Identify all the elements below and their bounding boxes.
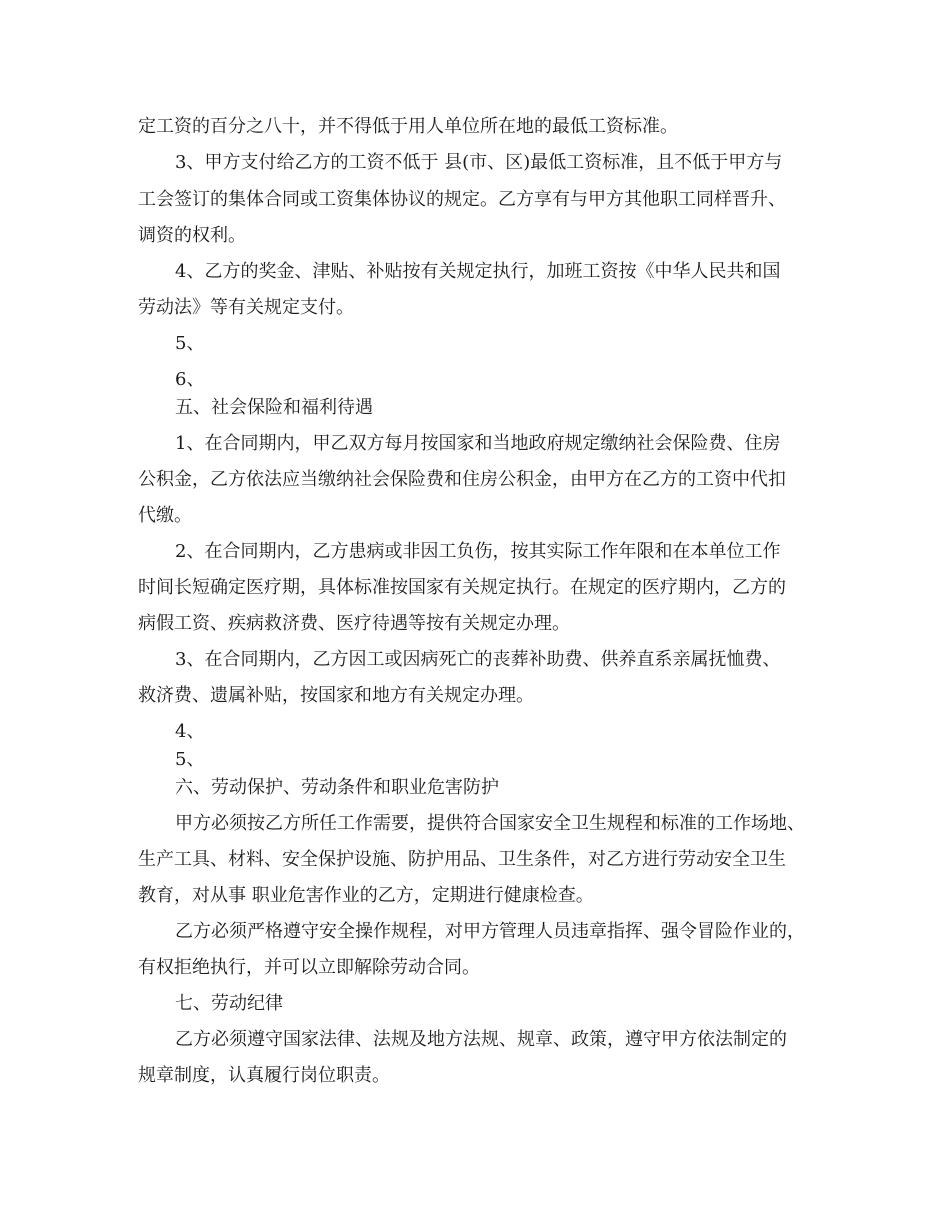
paragraph-line: 公积金，乙方依法应当缴纳社会保险费和住房公积金，由甲方在乙方的工资中代扣	[138, 469, 786, 490]
section-heading: 七、劳动纪律	[175, 993, 283, 1014]
paragraph-line: 3、甲方支付给乙方的工资不低于 县(市、区)最低工资标准，且不低于甲方与	[175, 152, 783, 173]
paragraph-line: 有权拒绝执行，并可以立即解除劳动合同。	[138, 957, 480, 978]
list-item-number: 4、	[175, 721, 205, 742]
paragraph-line: 2、在合同期内，乙方患病或非因工负伤，按其实际工作年限和在本单位工作	[175, 541, 781, 562]
paragraph-line: 1、在合同期内，甲乙双方每月按国家和当地政府规定缴纳社会保险费、住房	[175, 433, 781, 454]
section-heading: 六、劳动保护、劳动条件和职业危害防护	[175, 777, 499, 798]
paragraph-line: 时间长短确定医疗期，具体标准按国家有关规定执行。在规定的医疗期内，乙方的	[138, 577, 786, 598]
paragraph-line: 生产工具、材料、安全保护设施、防护用品、卫生条件，对乙方进行劳动安全卫生	[138, 849, 786, 870]
list-item-number: 5、	[175, 749, 205, 770]
paragraph-line: 3、在合同期内，乙方因工或因病死亡的丧葬补助费、供养直系亲属抚恤费、	[175, 649, 781, 670]
list-item-number: 5、	[175, 333, 205, 354]
paragraph-line: 4、乙方的奖金、津贴、补贴按有关规定执行，加班工资按《中华人民共和国	[175, 261, 781, 282]
paragraph-line: 救济费、遗属补贴，按国家和地方有关规定办理。	[138, 685, 534, 706]
paragraph-line: 规章制度，认真履行岗位职责。	[138, 1065, 390, 1086]
paragraph-line: 教育，对从事 职业危害作业的乙方，定期进行健康检查。	[138, 885, 594, 906]
list-item-number: 6、	[175, 369, 205, 390]
section-heading: 五、社会保险和福利待遇	[175, 397, 373, 418]
paragraph-line: 定工资的百分之八十，并不得低于用人单位所在地的最低工资标准。	[138, 116, 678, 137]
paragraph-line: 病假工资、疾病救济费、医疗待遇等按有关规定办理。	[138, 613, 570, 634]
paragraph-line: 甲方必须按乙方所任工作需要，提供符合国家安全卫生规程和标准的工作场地、	[175, 813, 805, 834]
paragraph-line: 劳动法》等有关规定支付。	[138, 297, 354, 318]
paragraph-line: 乙方必须遵守国家法律、法规及地方法规、规章、政策，遵守甲方依法制定的	[175, 1029, 787, 1050]
paragraph-line: 代缴。	[138, 505, 192, 526]
paragraph-line: 乙方必须严格遵守安全操作规程，对甲方管理人员违章指挥、强令冒险作业的，	[175, 921, 805, 942]
paragraph-line: 工会签订的集体合同或工资集体协议的规定。乙方享有与甲方其他职工同样晋升、	[138, 189, 786, 210]
paragraph-line: 调资的权利。	[138, 225, 246, 246]
